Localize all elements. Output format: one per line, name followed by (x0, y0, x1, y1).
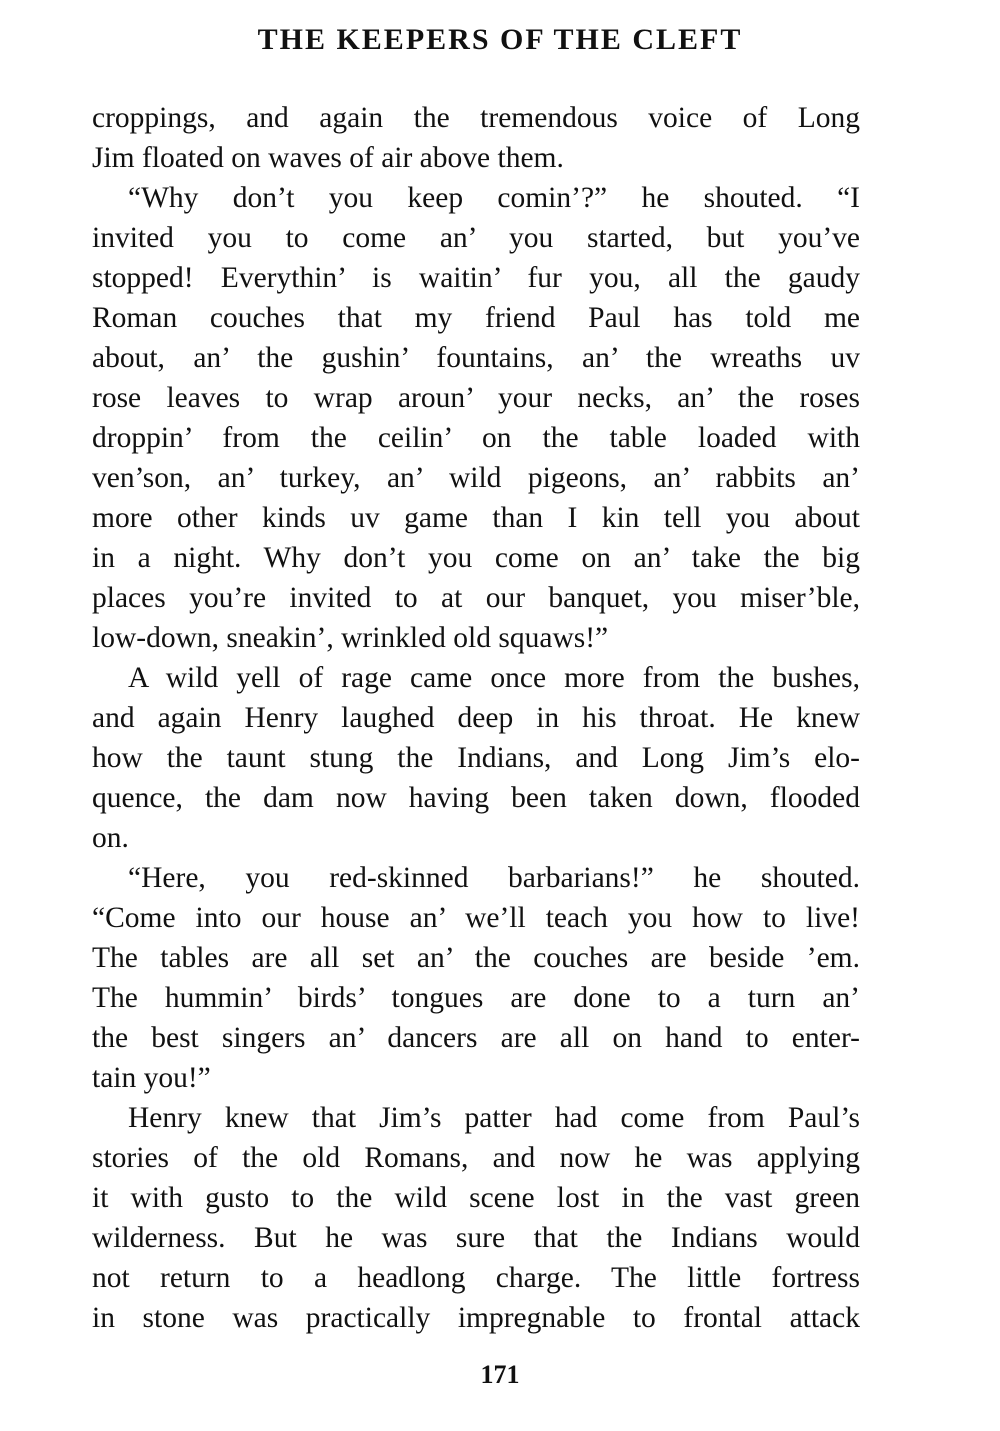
text-line: stories of the old Romans, and now he was applying (92, 1142, 860, 1174)
text-line: in a night. Why don’t you come on an’ take the big (92, 542, 860, 574)
text-line: rose leaves to wrap aroun’ your necks, an’ the roses (92, 382, 860, 414)
text-line: Roman couches that my friend Paul has told me (92, 302, 860, 334)
text-line: droppin’ from the ceilin’ on the table loaded with (92, 422, 860, 454)
running-head: THE KEEPERS OF THE CLEFT (257, 23, 743, 56)
text-line: “Why don’t you keep comin’?” he shouted. “I (128, 182, 860, 214)
text-line: places you’re invited to at our banquet, you miser’ble, (92, 582, 860, 614)
text-line: it with gusto to the wild scene lost in the vast green (92, 1182, 860, 1214)
text-line: The hummin’ birds’ tongues are done to a turn an’ (92, 982, 860, 1014)
text-line: the best singers an’ dancers are all on hand to enter- (92, 1022, 860, 1054)
text-line: invited you to come an’ you started, but you’ve (92, 222, 860, 254)
text-line: in stone was practically impregnable to frontal attack (92, 1302, 860, 1334)
text-line: wilderness. But he was sure that the Indians would (92, 1222, 860, 1254)
text-line: ven’son, an’ turkey, an’ wild pigeons, an’ rabbits an’ (92, 462, 860, 494)
text-line: “Come into our house an’ we’ll teach you how to live! (92, 902, 860, 934)
text-line: A wild yell of rage came once more from the bushes, (128, 662, 860, 694)
text-line: on. (92, 822, 129, 854)
text-line: how the taunt stung the Indians, and Long Jim’s elo- (92, 742, 860, 774)
text-line: croppings, and again the tremendous voice of Long (92, 102, 860, 134)
text-line: stopped! Everythin’ is waitin’ fur you, all the gaudy (92, 262, 860, 294)
text-line: and again Henry laughed deep in his throat. He knew (92, 702, 860, 734)
body-text (92, 98, 860, 1338)
text-line: quence, the dam now having been taken down, flooded (92, 782, 860, 814)
text-line: The tables are all set an’ the couches are beside ’em. (92, 942, 860, 974)
text-line: Jim floated on waves of air above them. (92, 142, 564, 174)
text-line: low-down, sneakin’, wrinkled old squaws!” (92, 622, 609, 654)
text-line: “Here, you red-skinned barbarians!” he shouted. (128, 862, 860, 894)
text-line: not return to a headlong charge. The little fortress (92, 1262, 860, 1294)
text-line: Henry knew that Jim’s patter had come from Paul’s (128, 1102, 860, 1134)
text-line: about, an’ the gushin’ fountains, an’ the wreaths uv (92, 342, 860, 374)
text-line: more other kinds uv game than I kin tell you about (92, 502, 860, 534)
text-line: tain you!” (92, 1062, 211, 1094)
page-number: 171 (480, 1360, 520, 1389)
